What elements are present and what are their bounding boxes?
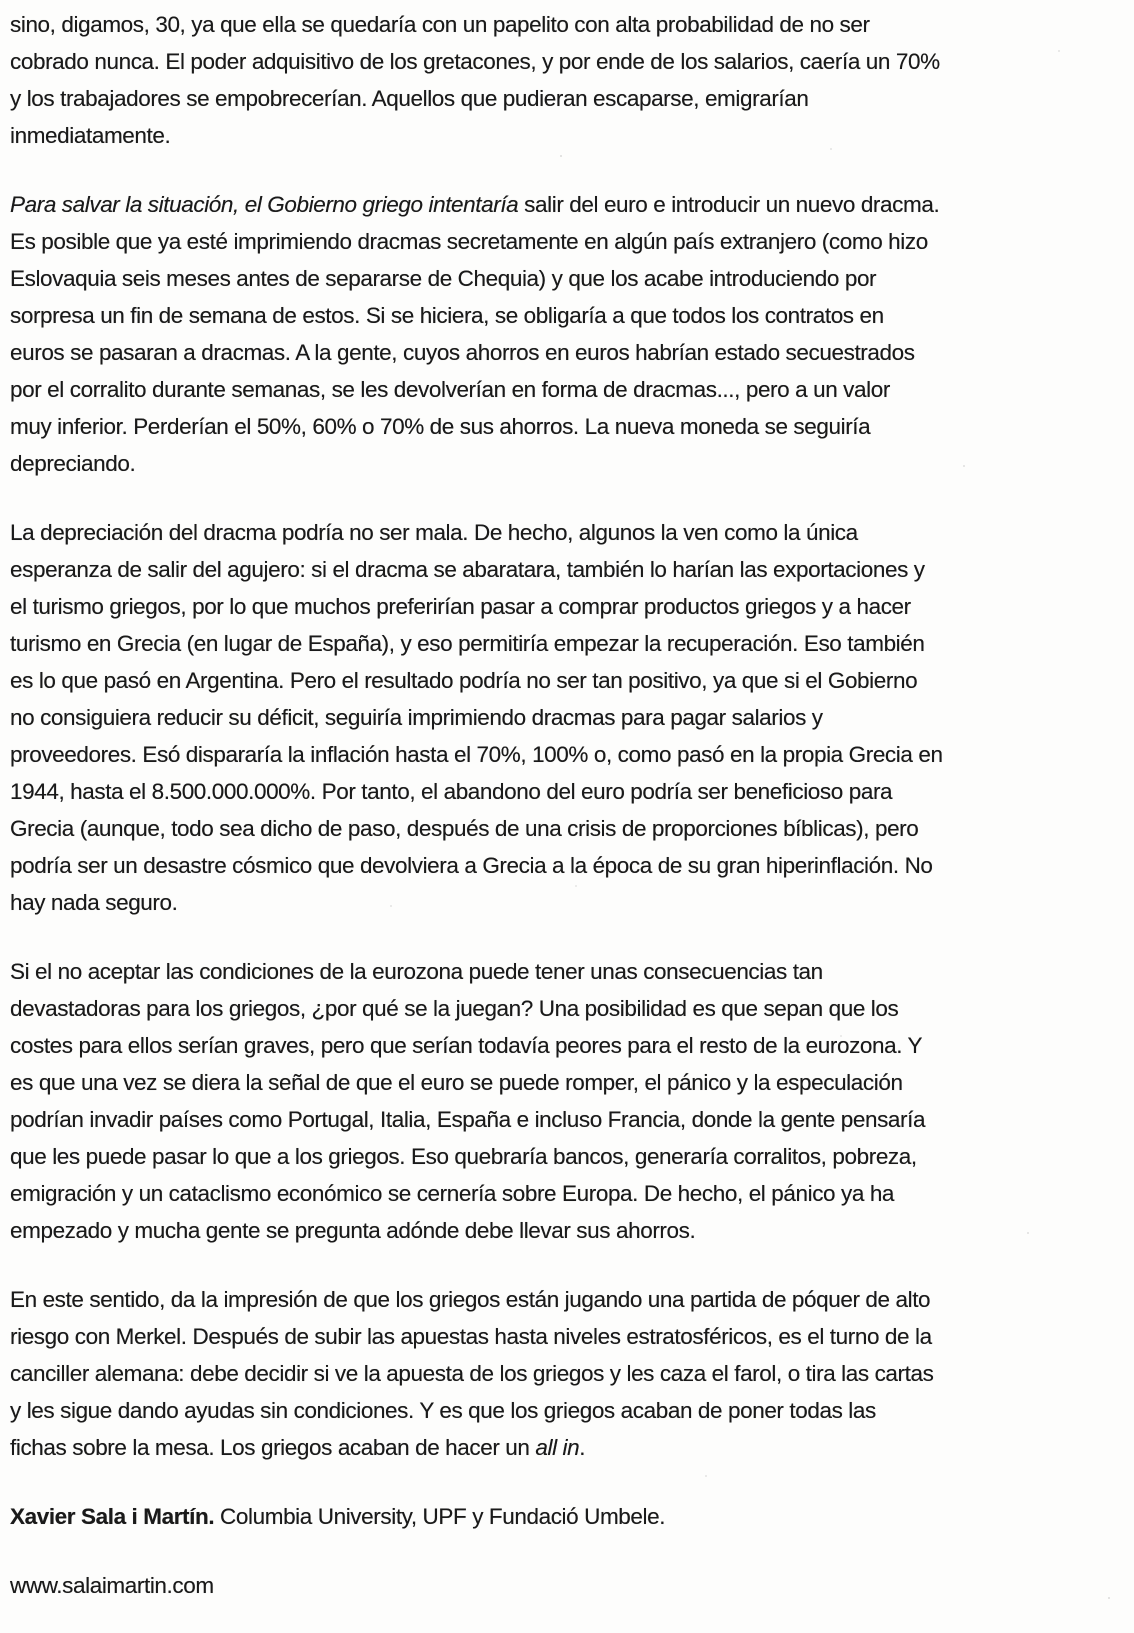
text-line bbox=[10, 117, 1126, 154]
paragraph-1 bbox=[10, 6, 1126, 154]
text-line bbox=[10, 551, 1126, 588]
text-line bbox=[10, 223, 1126, 260]
text-segment: esperanza de salir del agujero: si el dracma se abaratara, también lo harían las exportaciones y bbox=[10, 557, 925, 582]
text-segment: salir del euro e introducir un nuevo dracma. bbox=[518, 192, 940, 217]
text-segment: proveedores. Esó dispararía la inflación hasta el 70%, 100% o, como pasó en la propia Grecia en bbox=[10, 742, 943, 767]
text-line bbox=[10, 625, 1126, 662]
text-line bbox=[10, 1392, 1126, 1429]
text-line bbox=[10, 990, 1126, 1027]
text-line bbox=[10, 334, 1126, 371]
text-segment: depreciando. bbox=[10, 451, 136, 476]
text-segment: es que una vez se diera la señal de que el euro se puede romper, el pánico y la especulación bbox=[10, 1070, 903, 1095]
text-line bbox=[10, 371, 1126, 408]
text-line bbox=[10, 297, 1126, 334]
text-segment: Grecia (aunque, todo sea dicho de paso, después de una crisis de proporciones bíblicas), pero bbox=[10, 816, 919, 841]
text-segment: sino, digamos, 30, ya que ella se quedaría con un papelito con alta probabilidad de no ser bbox=[10, 12, 870, 37]
text-segment: empezado y mucha gente se pregunta adónde debe llevar sus ahorros. bbox=[10, 1218, 696, 1243]
text-line bbox=[10, 953, 1126, 990]
text-segment: Columbia University, UPF y Fundació Umbele. bbox=[214, 1504, 666, 1529]
text-line bbox=[10, 1175, 1126, 1212]
text-line bbox=[10, 1498, 1126, 1535]
text-segment: Si el no aceptar las condiciones de la eurozona puede tener unas consecuencias tan bbox=[10, 959, 823, 984]
text-line bbox=[10, 847, 1126, 884]
text-line bbox=[10, 699, 1126, 736]
text-line bbox=[10, 445, 1126, 482]
text-line bbox=[10, 884, 1126, 921]
text-line bbox=[10, 1027, 1126, 1064]
text-segment: emigración y un cataclismo económico se cernería sobre Europa. De hecho, el pánico ya ha bbox=[10, 1181, 895, 1206]
text-segment: podrían invadir países como Portugal, Italia, España e incluso Francia, donde la gente pensaría bbox=[10, 1107, 926, 1132]
bold-text-segment: Xavier Sala i Martín. bbox=[10, 1504, 215, 1529]
text-segment: devastadoras para los griegos, ¿por qué se la juegan? Una posibilidad es que sepan que los bbox=[10, 996, 899, 1021]
text-segment: turismo en Grecia (en lugar de España), y eso permitiría empezar la recuperación. Eso también bbox=[10, 631, 925, 656]
text-line bbox=[10, 514, 1126, 551]
text-segment: costes para ellos serían graves, pero que serían todavía peores para el resto de la eurozona. Y bbox=[10, 1033, 923, 1058]
text-line bbox=[10, 186, 1126, 223]
text-line bbox=[10, 736, 1126, 773]
text-segment: inmediatamente. bbox=[10, 123, 171, 148]
text-segment: y los trabajadores se empobrecerían. Aquellos que pudieran escaparse, emigrarían bbox=[10, 86, 809, 111]
text-segment: el turismo griegos, por lo que muchos preferirían pasar a comprar productos griegos y a hacer bbox=[10, 594, 911, 619]
text-line bbox=[10, 6, 1126, 43]
paragraph-4 bbox=[10, 953, 1126, 1249]
text-line bbox=[10, 1318, 1126, 1355]
text-segment: por el corralito durante semanas, se les devolverían en forma de dracmas..., pero a un valor bbox=[10, 377, 890, 402]
text-segment: riesgo con Merkel. Después de subir las apuestas hasta niveles estratosféricos, es el turno de la bbox=[10, 1324, 932, 1349]
text-segment: cobrado nunca. El poder adquisitivo de los gretacones, y por ende de los salarios, caería un 70% bbox=[10, 49, 940, 74]
text-line bbox=[10, 43, 1126, 80]
italic-text-segment: Para salvar la situación, el Gobierno griego intentaría bbox=[10, 192, 519, 217]
text-line bbox=[10, 1064, 1126, 1101]
text-line bbox=[10, 1212, 1126, 1249]
text-segment: La depreciación del dracma podría no ser mala. De hecho, algunos la ven como la única bbox=[10, 520, 858, 545]
text-line bbox=[10, 810, 1126, 847]
text-segment: que les puede pasar lo que a los griegos. Eso quebraría bancos, generaría corralitos, pobreza, bbox=[10, 1144, 917, 1169]
text-segment: y les sigue dando ayudas sin condiciones. Y es que los griegos acaban de poner todas las bbox=[10, 1398, 876, 1423]
author-signature bbox=[10, 1498, 1126, 1535]
text-line bbox=[10, 80, 1126, 117]
text-segment: muy inferior. Perderían el 50%, 60% o 70% de sus ahorros. La nueva moneda se seguiría bbox=[10, 414, 871, 439]
text-segment: no consiguiera reducir su déficit, seguiría imprimiendo dracmas para pagar salarios y bbox=[10, 705, 823, 730]
text-line bbox=[10, 1429, 1126, 1466]
text-line bbox=[10, 1567, 1126, 1604]
text-segment: canciller alemana: debe decidir si ve la apuesta de los griegos y les caza el farol, o tira las cartas bbox=[10, 1361, 934, 1386]
website-url bbox=[10, 1567, 1126, 1604]
text-segment: hay nada seguro. bbox=[10, 890, 178, 915]
text-line bbox=[10, 1355, 1126, 1392]
text-segment: www.salaimartin.com bbox=[10, 1573, 214, 1598]
paragraph-2 bbox=[10, 186, 1126, 482]
text-segment: Es posible que ya esté imprimiendo dracmas secretamente en algún país extranjero (como hizo bbox=[10, 229, 928, 254]
text-segment: podría ser un desastre cósmico que devolviera a Grecia a la época de su gran hiperinflación. No bbox=[10, 853, 933, 878]
text-line bbox=[10, 662, 1126, 699]
text-segment: . bbox=[579, 1435, 586, 1460]
text-line bbox=[10, 773, 1126, 810]
text-line bbox=[10, 588, 1126, 625]
text-segment: es lo que pasó en Argentina. Pero el resultado podría no ser tan positivo, ya que si el Gobierno bbox=[10, 668, 918, 693]
text-segment: En este sentido, da la impresión de que los griegos están jugando una partida de póquer de alto bbox=[10, 1287, 931, 1312]
text-segment: euros se pasaran a dracmas. A la gente, cuyos ahorros en euros habrían estado secuestrados bbox=[10, 340, 915, 365]
text-line bbox=[10, 1138, 1126, 1175]
text-line bbox=[10, 408, 1126, 445]
text-line bbox=[10, 260, 1126, 297]
paragraph-5 bbox=[10, 1281, 1126, 1466]
text-segment: 1944, hasta el 8.500.000.000%. Por tanto, el abandono del euro podría ser beneficioso para bbox=[10, 779, 893, 804]
text-segment: Eslovaquia seis meses antes de separarse de Chequia) y que los acabe introduciendo por bbox=[10, 266, 877, 291]
text-line bbox=[10, 1281, 1126, 1318]
text-segment: sorpresa un fin de semana de estos. Si se hiciera, se obligaría a que todos los contratos en bbox=[10, 303, 884, 328]
text-line bbox=[10, 1101, 1126, 1138]
italic-text-segment: all in bbox=[535, 1435, 580, 1460]
paragraph-3 bbox=[10, 514, 1126, 921]
text-segment: fichas sobre la mesa. Los griegos acaban de hacer un bbox=[10, 1435, 536, 1460]
